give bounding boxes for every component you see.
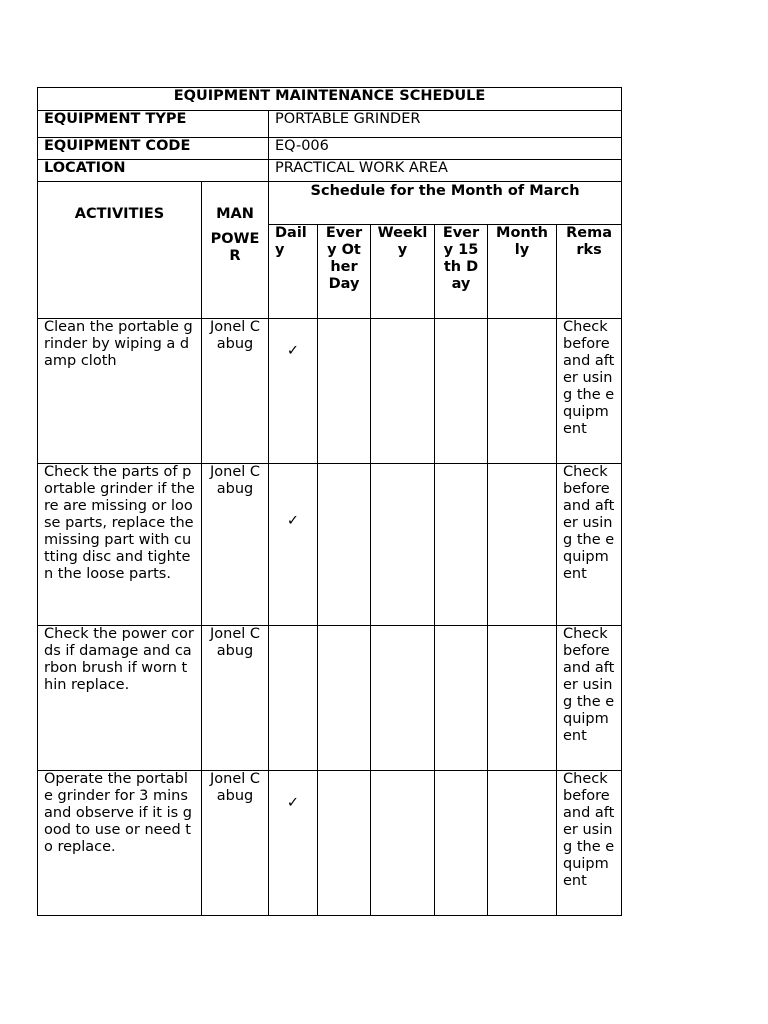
weekly-header: Weekly xyxy=(371,225,435,319)
remarks-cell: Check before and after using the equipment xyxy=(557,771,622,916)
remarks-cell: Check before and after using the equipment xyxy=(557,626,622,771)
every-15th-day-cell xyxy=(435,771,488,916)
equipment-code-label: EQUIPMENT CODE xyxy=(38,138,269,160)
daily-cell xyxy=(269,771,318,916)
daily-cell xyxy=(269,464,318,626)
equipment-code-value: EQ-006 xyxy=(269,138,622,160)
manpower-cell: Jonel Cabug xyxy=(202,771,269,916)
weekly-cell xyxy=(371,464,435,626)
daily-cell xyxy=(269,319,318,464)
every-15th-day-cell xyxy=(435,464,488,626)
every-15th-day-header: Every 15th Day xyxy=(435,225,488,319)
every-other-day-cell xyxy=(318,319,371,464)
monthly-cell xyxy=(488,771,557,916)
activity-cell: Check the parts of portable grinder if there are missing or loose parts, replace the missing part with cutting disc and tighten the loose parts. xyxy=(38,464,202,626)
monthly-cell xyxy=(488,319,557,464)
remarks-header: Remarks xyxy=(557,225,622,319)
remarks-cell: Check before and after using the equipment xyxy=(557,319,622,464)
activity-cell: Operate the portable grinder for 3 mins and observe if it is good to use or need to replace. xyxy=(38,771,202,916)
equipment-type-value: PORTABLE GRINDER xyxy=(269,111,622,138)
check-mark-icon: ✓ xyxy=(286,513,300,529)
remarks-cell: Check before and after using the equipment xyxy=(557,464,622,626)
table-row xyxy=(38,771,622,916)
manpower-header-man: MAN xyxy=(216,206,254,222)
daily-cell xyxy=(269,626,318,771)
weekly-cell xyxy=(371,626,435,771)
activities-header: ACTIVITIES xyxy=(38,182,202,319)
monthly-cell xyxy=(488,626,557,771)
schedule-month-header: Schedule for the Month of March xyxy=(269,182,622,225)
check-mark-icon: ✓ xyxy=(286,795,300,811)
monthly-header: Monthly xyxy=(488,225,557,319)
manpower-cell: Jonel Cabug xyxy=(202,626,269,771)
table-row xyxy=(38,626,622,771)
location-label: LOCATION xyxy=(38,160,269,182)
manpower-header xyxy=(202,182,269,319)
manpower-cell: Jonel Cabug xyxy=(202,319,269,464)
activity-cell: Clean the portable grinder by wiping a damp cloth xyxy=(38,319,202,464)
every-other-day-cell xyxy=(318,626,371,771)
activity-cell: Check the power cords if damage and carbon brush if worn thin replace. xyxy=(38,626,202,771)
table-row xyxy=(38,319,622,464)
every-other-day-header: Every Other Day xyxy=(318,225,371,319)
maintenance-schedule-table xyxy=(37,87,622,916)
weekly-cell xyxy=(371,319,435,464)
info-row-equipment-code xyxy=(38,138,622,160)
document-title: EQUIPMENT MAINTENANCE SCHEDULE xyxy=(38,88,622,111)
every-15th-day-cell xyxy=(435,319,488,464)
equipment-type-label: EQUIPMENT TYPE xyxy=(38,111,269,138)
weekly-cell xyxy=(371,771,435,916)
monthly-cell xyxy=(488,464,557,626)
every-15th-day-cell xyxy=(435,626,488,771)
every-other-day-cell xyxy=(318,771,371,916)
manpower-header-power: POWER xyxy=(210,231,260,264)
every-other-day-cell xyxy=(318,464,371,626)
location-value: PRACTICAL WORK AREA xyxy=(269,160,622,182)
check-mark-icon: ✓ xyxy=(286,343,300,359)
daily-header: Daily xyxy=(269,225,318,319)
manpower-cell: Jonel Cabug xyxy=(202,464,269,626)
info-row-equipment-type xyxy=(38,111,622,138)
table-row xyxy=(38,464,622,626)
title-row xyxy=(38,88,622,111)
schedule-header-row xyxy=(38,182,622,225)
info-row-location xyxy=(38,160,622,182)
